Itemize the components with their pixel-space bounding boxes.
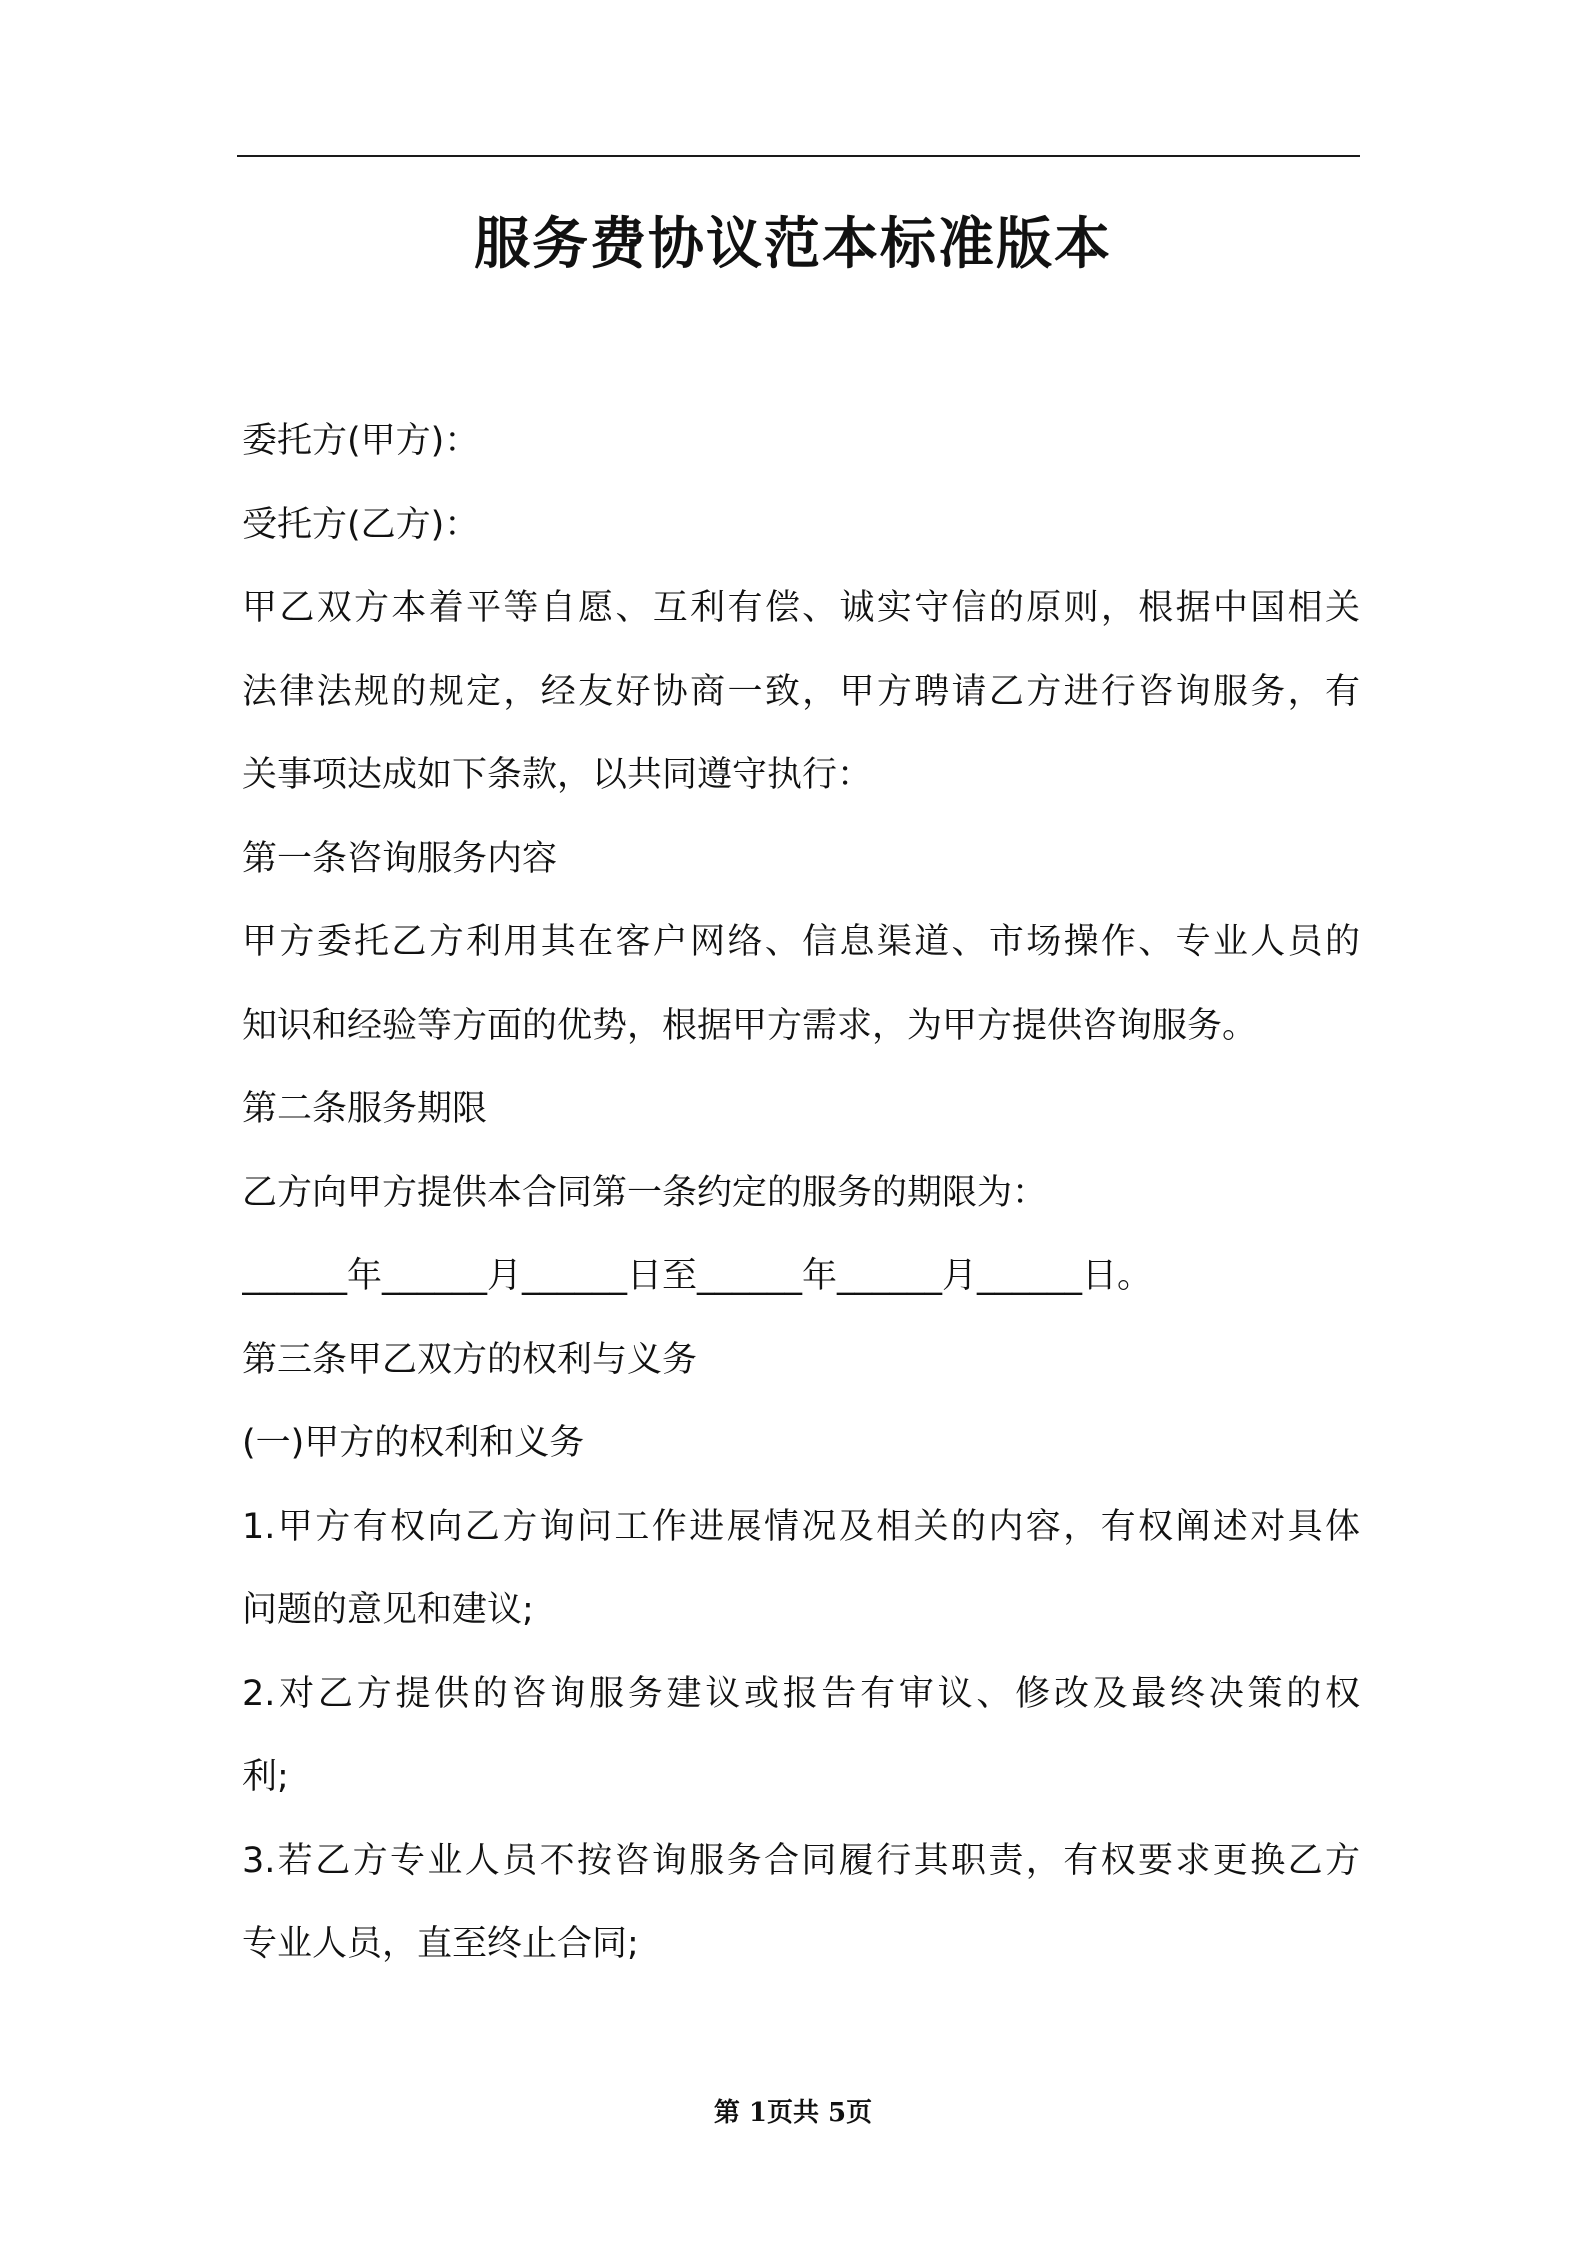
contractor-party-line: 受托方(乙方)： [242, 504, 480, 545]
party-a-right-3-line-2: 专业人员，直至终止合同; [242, 1924, 639, 1964]
party-a-rights-heading: (一)甲方的权利和义务 [242, 1423, 585, 1463]
preamble-line-1: 甲乙双方本着平等自愿、互利有偿、诚实守信的原则，根据中国相关 [242, 588, 1360, 628]
article-2-heading: 第二条服务期限 [242, 1089, 488, 1129]
document-title: 服务费协议范本标准版本 [474, 212, 1112, 277]
article-1-heading: 第一条咨询服务内容 [242, 838, 558, 879]
preamble-line-3: 关事项达成如下条款，以共同遵守执行： [242, 755, 873, 795]
party-a-right-3-line-1: 3.若乙方专业人员不按咨询服务合同履行其职责，有权要求更换乙方 [242, 1840, 1360, 1881]
article-3-heading: 第三条甲乙双方的权利与义务 [242, 1339, 698, 1380]
preamble-line-2: 法律法规的规定，经友好协商一致，甲方聘请乙方进行咨询服务，有 [242, 671, 1360, 712]
page-number-footer: 第 1页共 5页 [713, 2098, 873, 2128]
party-a-right-2-line-2: 利; [242, 1757, 289, 1797]
article-1-text-1: 甲方委托乙方利用其在客户网络、信息渠道、市场操作、专业人员的 [242, 922, 1360, 962]
header-rule [237, 155, 1360, 157]
client-party-line: 委托方(甲方)： [242, 421, 480, 461]
article-1-text-2: 知识和经验等方面的优势，根据甲方需求，为甲方提供咨询服务。 [242, 1005, 1258, 1046]
article-2-text: 乙方向甲方提供本合同第一条约定的服务的期限为： [242, 1172, 1048, 1213]
party-a-right-1-line-1: 1.甲方有权向乙方询问工作进展情况及相关的内容，有权阐述对具体 [242, 1506, 1360, 1547]
party-a-right-1-line-2: 问题的意见和建议; [242, 1590, 534, 1630]
service-period-blanks: ______年______月______日至______年______月______日。 [242, 1256, 1153, 1296]
party-a-right-2-line-1: 2.对乙方提供的咨询服务建议或报告有审议、修改及最终决策的权 [242, 1673, 1360, 1714]
document-body [242, 400, 1360, 1987]
